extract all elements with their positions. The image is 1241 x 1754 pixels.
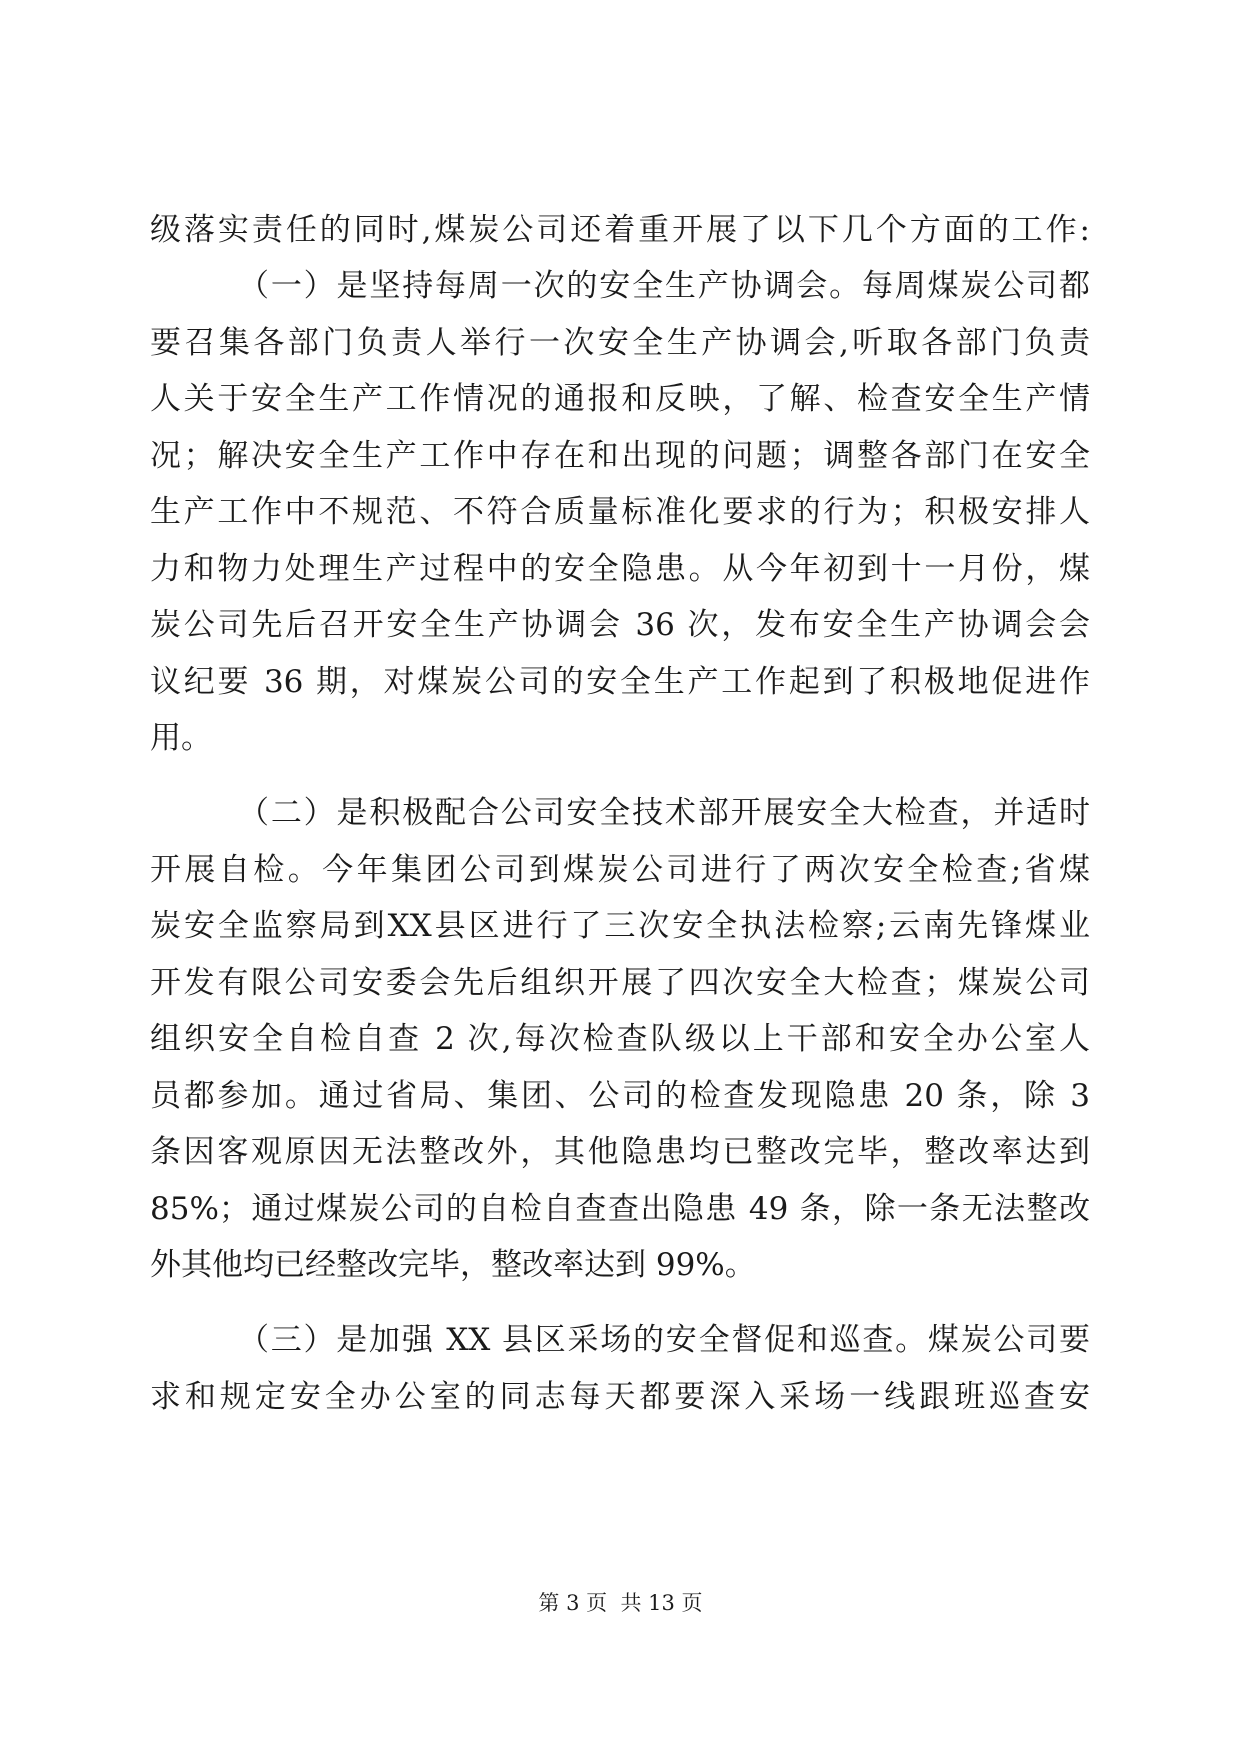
text-line: 85%；通过煤炭公司的自检自查查出隐患 49 条，除一条无法整改 — [150, 1191, 1090, 1227]
text-line: 开发有限公司安委会先后组织开展了四次安全大检查；煤炭公司 — [150, 965, 1090, 1001]
text-line: 炭安全监察局到XX县区进行了三次安全执法检察;云南先锋煤业 — [150, 908, 1090, 944]
text-line: 况；解决安全生产工作中存在和出现的问题；调整各部门在安全 — [150, 438, 1090, 474]
text-line: 求和规定安全办公室的同志每天都要深入采场一线跟班巡查安 — [150, 1379, 1090, 1415]
text-line: 要召集各部门负责人举行一次安全生产协调会,听取各部门负责 — [150, 325, 1090, 361]
paragraph-1-first-line: （一）是坚持每周一次的安全生产协调会。每周煤炭公司都 — [238, 268, 1090, 304]
text-line: 级落实责任的同时,煤炭公司还着重开展了以下几个方面的工作: — [150, 212, 1090, 248]
text-line: 外其他均已经整改完毕，整改率达到 99%。 — [150, 1247, 756, 1283]
text-line: 议纪要 36 期，对煤炭公司的安全生产工作起到了积极地促进作 — [150, 664, 1090, 700]
text-line: 组织安全自检自查 2 次,每次检查队级以上干部和安全办公室人 — [150, 1021, 1090, 1057]
paragraph-2-first-line: （二）是积极配合公司安全技术部开展安全大检查，并适时 — [238, 795, 1090, 831]
text-line: 力和物力处理生产过程中的安全隐患。从今年初到十一月份，煤 — [150, 551, 1090, 587]
page-number-footer: 第 3 页 共 13 页 — [538, 1591, 703, 1615]
text-line: 条因客观原因无法整改外，其他隐患均已整改完毕，整改率达到 — [150, 1134, 1090, 1170]
text-line: 人关于安全生产工作情况的通报和反映，了解、检查安全生产情 — [150, 381, 1090, 417]
text-line: 员都参加。通过省局、集团、公司的检查发现隐患 20 条，除 3 — [150, 1078, 1090, 1114]
text-line: 开展自检。今年集团公司到煤炭公司进行了两次安全检查;省煤 — [150, 852, 1090, 888]
text-line: 用。 — [150, 720, 212, 756]
text-line: 炭公司先后召开安全生产协调会 36 次，发布安全生产协调会会 — [150, 607, 1090, 643]
paragraph-3-first-line: （三）是加强 XX 县区采场的安全督促和巡查。煤炭公司要 — [238, 1322, 1090, 1358]
text-line: 生产工作中不规范、不符合质量标准化要求的行为；积极安排人 — [150, 494, 1090, 530]
